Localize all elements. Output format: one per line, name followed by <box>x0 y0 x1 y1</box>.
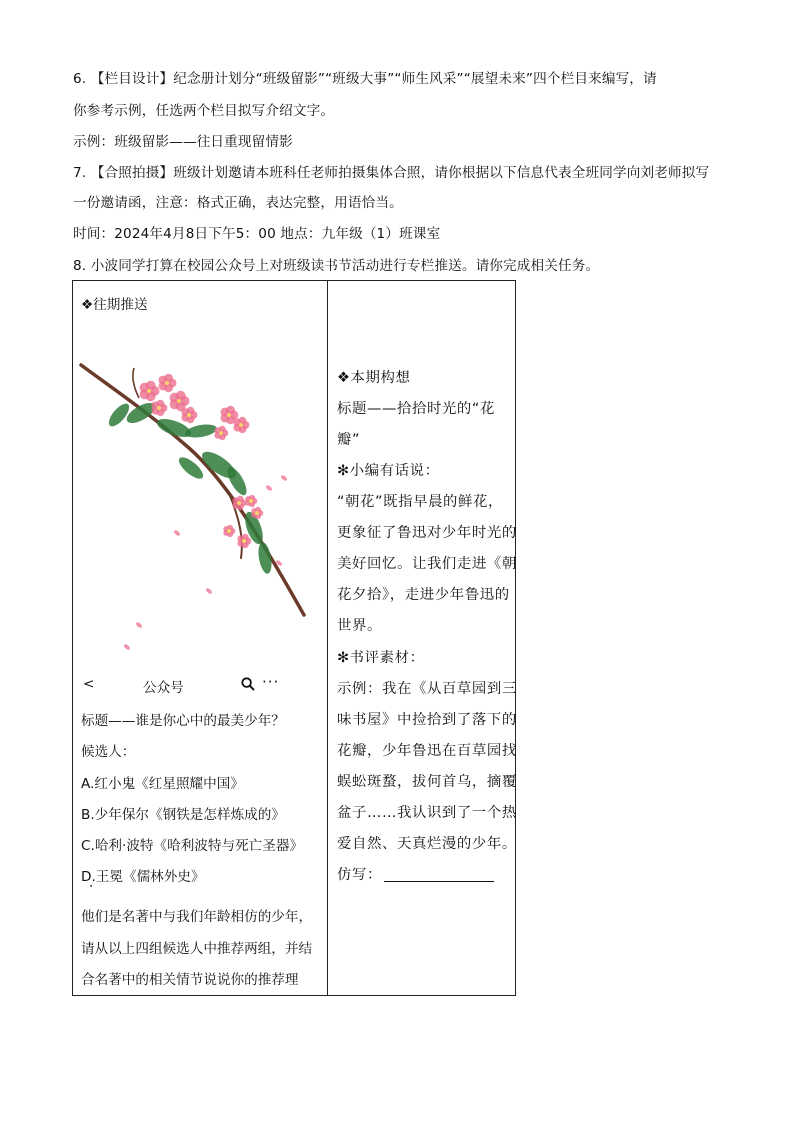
falling-petal <box>135 621 143 629</box>
prompt-line-1: 他们是名著中与我们年龄相仿的少年， <box>81 909 313 925</box>
editor-line-1: “朝花”既指早晨的鲜花， <box>337 494 504 510</box>
question-8-line-1: 8. 小波同学打算在校园公众号上对班级读书节活动进行专栏推送。请你完成相关任务。 <box>73 258 600 274</box>
candidate-c: C.哈利·波特《哈利波特与死亡圣器》 <box>81 838 304 854</box>
blossom-center <box>227 413 231 417</box>
plan-title-line-2: 瓣” <box>337 432 361 448</box>
review-label: ✻书评素材： <box>337 650 425 666</box>
current-plan-heading: ❖本期构想 <box>337 370 411 386</box>
prompt-line-2: 请从以上四组候选人中推荐两组，并结 <box>81 941 313 957</box>
account-title: 公众号 <box>143 680 184 696</box>
petal-mark <box>146 381 156 391</box>
falling-petal <box>205 587 213 595</box>
current-plan-column <box>328 281 516 995</box>
blossom-center <box>219 431 223 435</box>
more-icon[interactable]: ··· <box>262 673 280 691</box>
flower-branch-illustration <box>79 353 319 658</box>
review-line-3: 花瓣，少年鲁迅在百草园找 <box>337 743 517 759</box>
petal-mark <box>164 374 173 383</box>
question-7-line-1: 7. 【合照拍摄】班级计划邀请本班科任老师拍摄集体合照，请你根据以下信息代表全班同学向刘老师拟写 <box>73 165 710 181</box>
petal-mark <box>226 406 235 415</box>
editor-label: ✻小编有话说： <box>337 463 440 479</box>
leaf-mark <box>184 422 218 439</box>
question-7-info: 时间：2024年4月8日下午5：00 地点：九年级（1）班课室 <box>73 226 441 242</box>
falling-petal <box>280 474 288 482</box>
candidates-label: 候选人： <box>81 744 136 760</box>
candidate-b: B.少年保尔《钢铁是怎样炼成的》 <box>81 807 285 823</box>
question-6-line-2: 你参考示例，任选两个栏目拟写介绍文字。 <box>73 103 335 119</box>
imitate-answer-blank[interactable] <box>384 880 494 882</box>
blossom-center <box>187 413 191 417</box>
back-icon[interactable]: < <box>83 676 95 692</box>
falling-petal <box>265 484 273 492</box>
blossom-center <box>147 389 151 393</box>
review-line-1: 示例：我在《从百草园到三 <box>337 681 517 697</box>
blossom-center <box>249 499 253 503</box>
blossom-center <box>255 511 259 515</box>
blossom-center <box>165 381 169 385</box>
editor-line-4: 花夕拾》，走进少年鲁迅的 <box>337 587 510 603</box>
falling-petal <box>173 529 181 537</box>
push-table <box>72 280 516 996</box>
search-icon[interactable] <box>241 677 255 695</box>
past-push-column <box>73 281 327 995</box>
blossom-center <box>239 423 243 427</box>
blossom-center <box>242 539 246 543</box>
blossom-center <box>237 501 241 505</box>
question-6-example: 示例：班级留影——往日重现留情影 <box>73 134 293 150</box>
wechat-account-bar <box>81 673 321 696</box>
editor-line-3: 美好回忆。让我们走进《朝 <box>337 556 517 572</box>
falling-petal <box>123 643 131 651</box>
candidate-a: A.红小鬼《红星照耀中国》 <box>81 776 244 792</box>
past-push-heading: ❖往期推送 <box>81 297 148 313</box>
blossom-center <box>157 406 161 410</box>
review-line-5: 盆子……我认识到了一个热 <box>337 805 517 821</box>
candidate-d: D.王冕《儒林外史》 <box>81 869 205 885</box>
imitate-label: 仿写： <box>337 867 382 883</box>
stray-dot <box>90 885 92 887</box>
imitate-row <box>337 863 494 884</box>
review-line-6: 爱自然、天真烂漫的少年。 <box>337 836 517 852</box>
blossom-center <box>177 399 181 403</box>
question-6-line-1: 6. 【栏目设计】纪念册计划分“班级留影”“班级大事”“师生风采”“展望未来”四个栏目来编写，请 <box>73 71 657 87</box>
twig-stroke <box>133 368 139 398</box>
prompt-line-3: 合名著中的相关情节说说你的推荐理 <box>81 972 299 988</box>
plan-title-line-1: 标题——拾拾时光的“花 <box>337 401 495 417</box>
editor-line-5: 世界。 <box>337 618 382 634</box>
petal-mark <box>176 391 186 401</box>
question-7-line-2: 一份邀请函，注意：格式正确，表达完整，用语恰当。 <box>73 195 403 211</box>
review-line-4: 蜈蚣斑蝥，拔何首乌，摘覆 <box>337 774 517 790</box>
editor-line-2: 更象征了鲁迅对少年时光的 <box>337 525 517 541</box>
blossom-center <box>227 529 231 533</box>
past-topic: 标题——谁是你心中的最美少年？ <box>81 713 285 729</box>
review-line-2: 味书屋》中捡拾到了落下的 <box>337 712 517 728</box>
